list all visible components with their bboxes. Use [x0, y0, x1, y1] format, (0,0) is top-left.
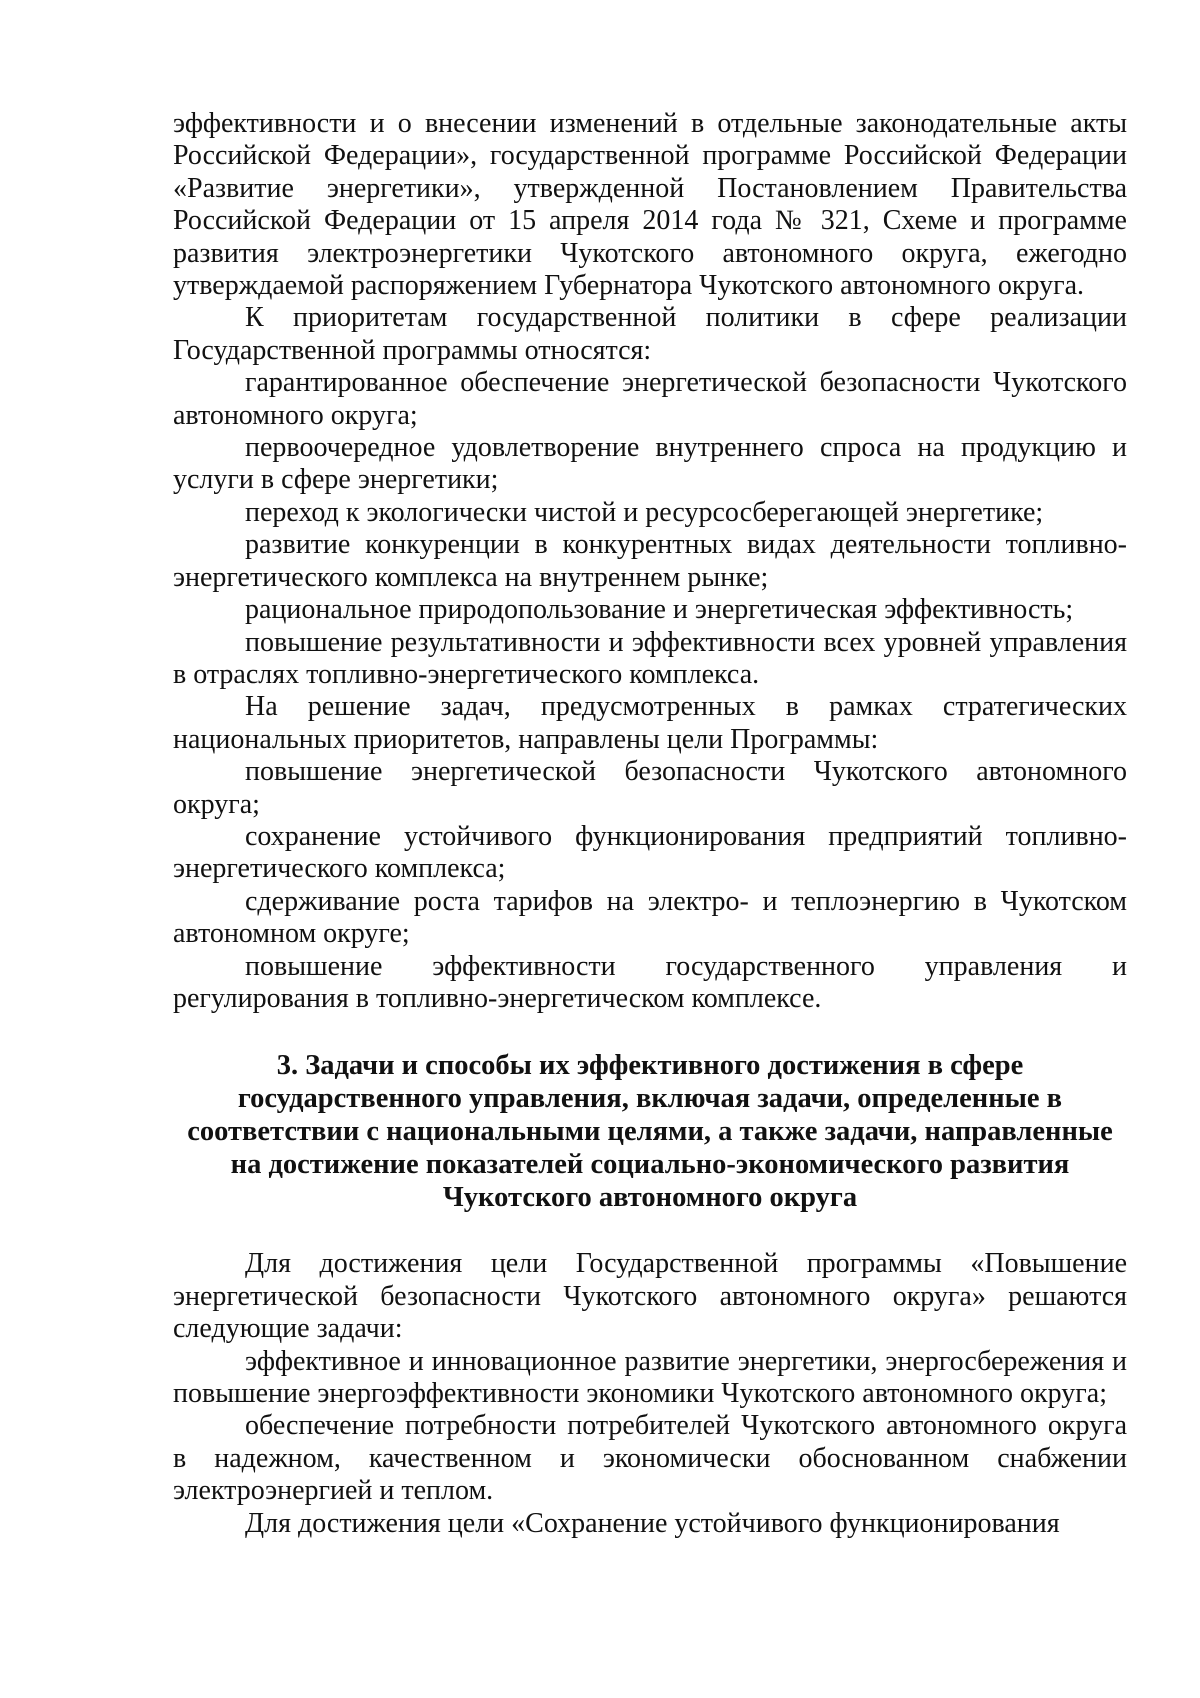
- paragraph-goal-item: сдерживание роста тарифов на электро- и теплоэнергию в Чукотском автономном округе;: [173, 885, 1127, 950]
- section-heading-line: Чукотского автономного округа: [442, 1182, 858, 1214]
- paragraph-goal-item: повышение эффективности государственного управления и регулирования в топливно-энергетическом комплексе.: [173, 950, 1127, 1014]
- section-heading-line: 3. Задачи и способы их эффективного достижения в сфере: [276, 1050, 1024, 1082]
- paragraph-tasks-intro: Для достижения цели Государственной программы «Повышение энергетической безопасности Чукотского автономного округа» решаются следующие задачи:: [173, 1248, 1127, 1345]
- paragraph-next-goal-start: Для достижения цели «Сохранение устойчивого функционирования: [245, 1507, 1060, 1539]
- paragraph-goals-intro: На решение задач, предусмотренных в рамках стратегических национальных приоритетов, направлены цели Программы:: [173, 691, 1127, 755]
- paragraph-priorities-intro: К приоритетам государственной политики в сфере реализации Государственной программы относятся:: [173, 302, 1127, 366]
- paragraph-priority-item: повышение результативности и эффективности всех уровней управления в отраслях топливно-энергетического комплекса.: [173, 626, 1127, 690]
- section-heading-line: на достижение показателей социально-экономического развития: [230, 1149, 1070, 1181]
- paragraph-goal-item: сохранение устойчивого функционирования предприятий топливно-энергетического комплекса;: [173, 820, 1127, 885]
- paragraph-task-item: обеспечение потребности потребителей Чукотского автономного округа в надежном, качественном и экономически обоснованном снабжении электроэнергией и теплом.: [173, 1410, 1127, 1507]
- document-page: [173, 108, 1127, 1540]
- paragraph-intro-continuation: эффективности и о внесении изменений в отдельные законодательные акты Российской Федерации», государственной программе Российской Федерации «Развитие энергетики», утвержденной Постановлением Правительства Российской Федерации от 15 апреля 2014 года № 321, Схеме и программе развития электроэнергетики Чукотского автономного округа, ежегодно утверждаемой распоряжением Губернатора Чукотского автономного округа.: [173, 108, 1127, 302]
- paragraph-goal-item: повышение энергетической безопасности Чукотского автономного округа;: [173, 756, 1127, 820]
- paragraph-task-item: эффективное и инновационное развитие энергетики, энергосбережения и повышение энергоэффективности экономики Чукотского автономного округа;: [173, 1345, 1127, 1409]
- paragraph-priority-item: переход к экологически чистой и ресурсосберегающей энергетике;: [245, 496, 1044, 528]
- paragraph-priority-item: первоочередное удовлетворение внутреннего спроса на продукцию и услуги в сфере энергетики;: [173, 432, 1127, 496]
- section-heading-line: государственного управления, включая задачи, определенные в: [237, 1083, 1063, 1115]
- paragraph-priority-item: гарантированное обеспечение энергетической безопасности Чукотского автономного округа;: [173, 367, 1127, 431]
- section-heading: [173, 1049, 1127, 1214]
- paragraph-priority-item: развитие конкуренции в конкурентных видах деятельности топливно-энергетического комплекса на внутреннем рынке;: [173, 529, 1127, 593]
- paragraph-priority-item: рациональное природопользование и энергетическая эффективность;: [245, 594, 1074, 626]
- section-heading-line: соответствии с национальными целями, а также задачи, направленные: [187, 1116, 1113, 1148]
